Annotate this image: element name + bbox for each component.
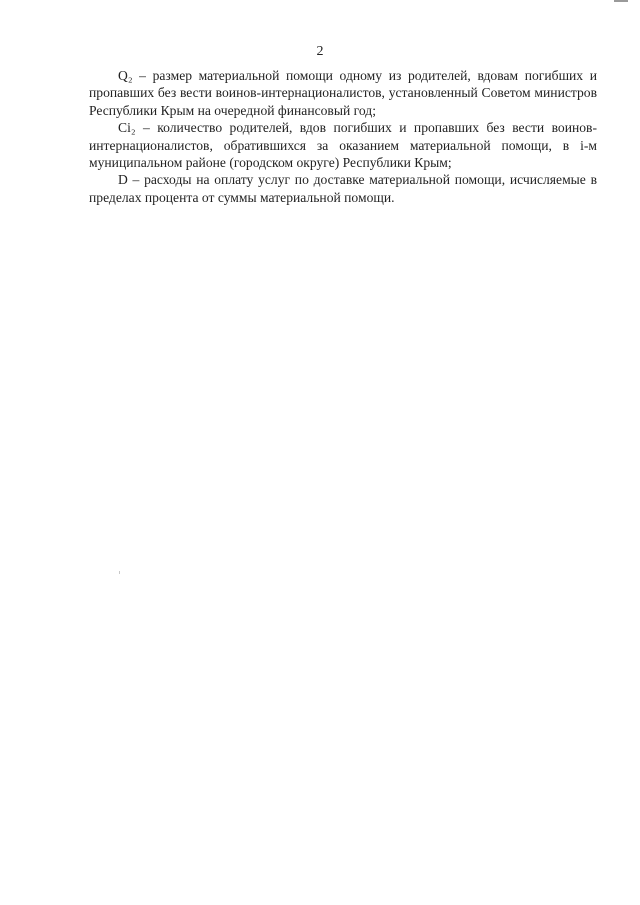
paragraph-q2-definition: Q₂ – размер материальной помощи одному из родителей, вдовам погибших и пропавших без вести воинов-интернационалистов, установленный Советом министров Республики Крым на очередной финансовый год; <box>89 68 597 118</box>
document-body <box>89 67 597 206</box>
page-number: 2 <box>316 44 324 59</box>
scan-corner-mark <box>614 0 628 2</box>
scan-speck <box>119 571 120 574</box>
paragraph-ci2-definition: Ci₂ – количество родителей, вдов погибших и пропавших без вести воинов-интернационалистов, обратившихся за оказанием материальной помощи, в i-м муниципальном районе (городском округе) Республики Крым; <box>89 120 597 171</box>
paragraph-d-definition: D – расходы на оплату услуг по доставке материальной помощи, исчисляемые в пределах процента от суммы материальной помощи. <box>89 172 597 205</box>
